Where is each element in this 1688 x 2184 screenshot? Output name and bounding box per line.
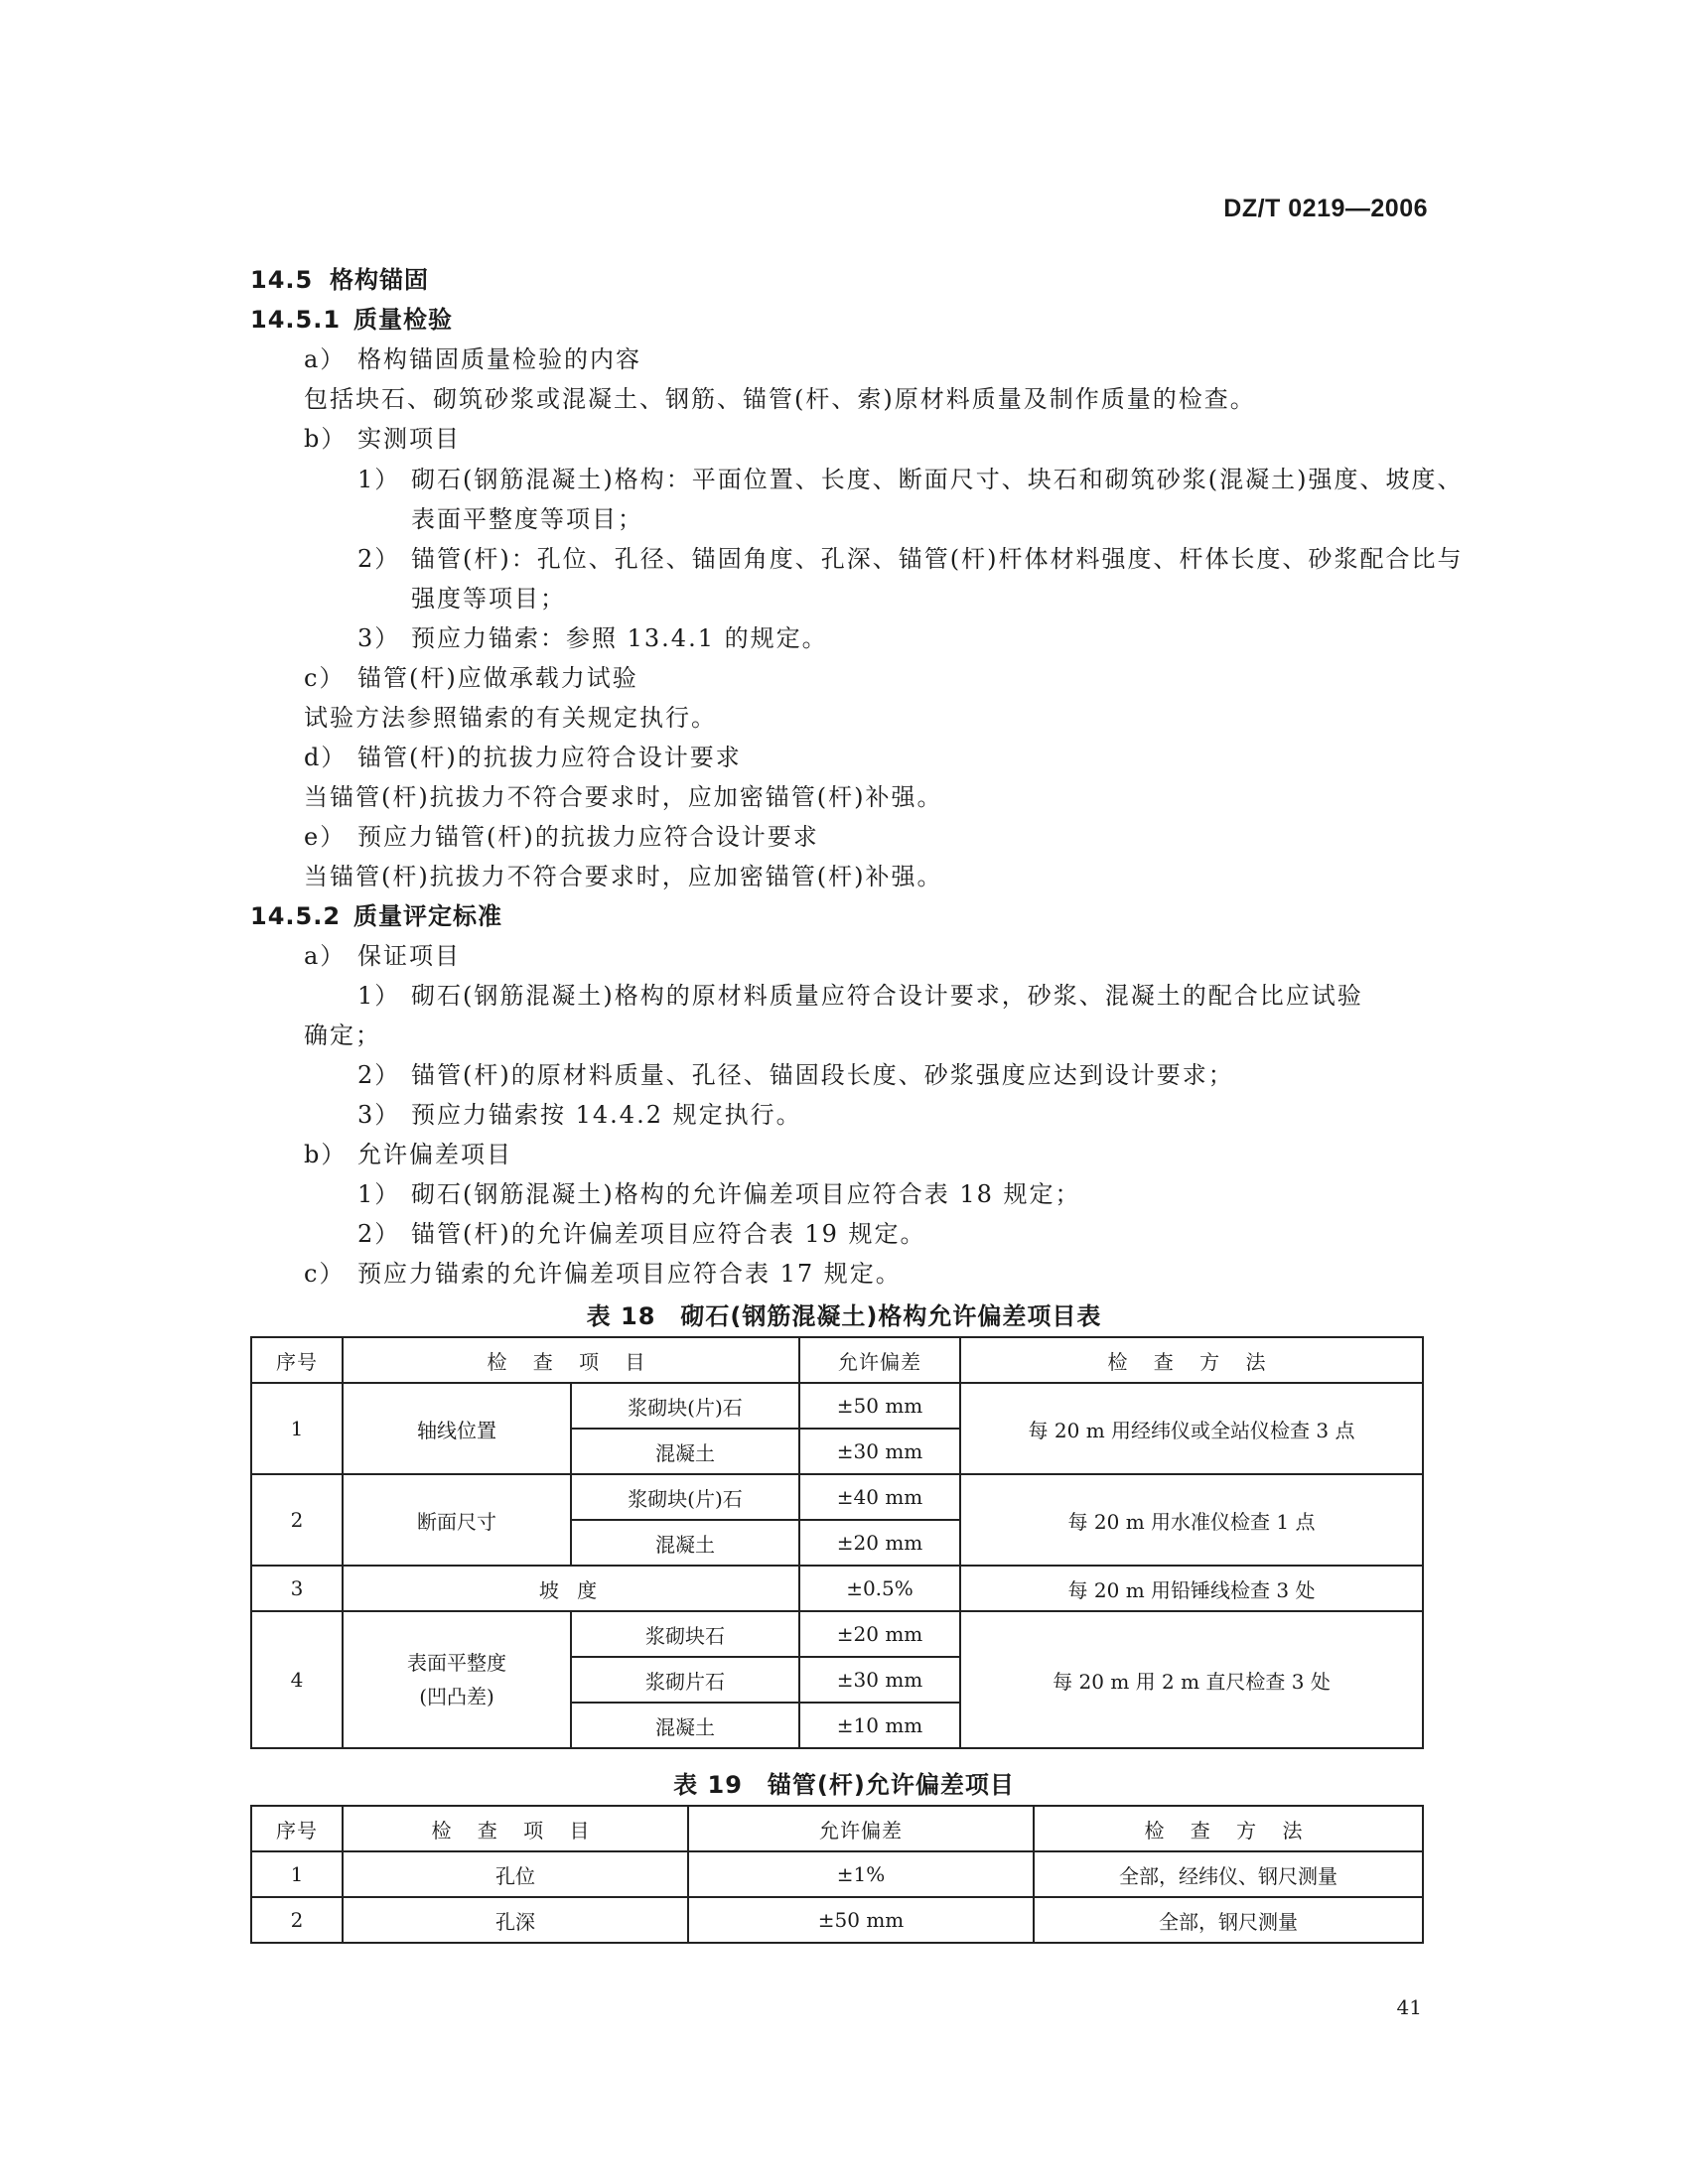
item-text: 预应力锚索的允许偏差项目应符合表 17 规定。 (357, 1260, 902, 1288)
item-text: 锚管(杆)的原材料质量、孔径、锚固段长度、砂浆强度应达到设计要求； (411, 1061, 1234, 1089)
item-b2-cont: 强度等项目； (411, 585, 566, 613)
item-label: 3） (357, 1101, 401, 1129)
cell-tolerance: ±0.5% (799, 1566, 960, 1611)
col-header-no: 序号 (251, 1806, 343, 1851)
item-label: e） (304, 823, 347, 851)
standard-code: DZ/T 0219—2006 (1223, 195, 1428, 222)
subsection-number: 14.5.1 (250, 306, 342, 334)
cell-method: 每 20 m 用 2 m 直尺检查 3 处 (960, 1611, 1423, 1748)
item-e (304, 820, 819, 854)
cell-tolerance: ±50 mm (799, 1383, 960, 1429)
item-text: 锚管(杆)的抗拔力应符合设计要求 (357, 744, 742, 771)
table-19 (250, 1805, 1424, 1944)
item-text: 保证项目 (357, 942, 461, 970)
item-text: 锚管(杆)的允许偏差项目应符合表 19 规定。 (411, 1220, 926, 1248)
item-text: 预应力锚管(杆)的抗拔力应符合设计要求 (357, 823, 819, 851)
cell-sub-item: 浆砌块(片)石 (571, 1383, 799, 1429)
cell-item-line2: (凹凸差) (419, 1685, 494, 1708)
item-b1 (357, 463, 1463, 496)
page-number: 41 (1396, 1995, 1422, 2019)
item-text: 实测项目 (357, 425, 461, 453)
table-row (251, 1566, 1423, 1611)
item-text: 允许偏差项目 (357, 1141, 512, 1168)
table-row (251, 1851, 1423, 1897)
table-row (251, 1474, 1423, 1520)
cell-tolerance: ±10 mm (799, 1703, 960, 1748)
item-label: c） (304, 664, 346, 692)
cell-method: 每 20 m 用经纬仪或全站仪检查 3 点 (960, 1383, 1423, 1474)
item-qa1 (357, 979, 1363, 1013)
col-header-tolerance: 允许偏差 (688, 1806, 1034, 1851)
item-label: 2） (357, 1061, 401, 1089)
cell-no: 4 (251, 1611, 343, 1748)
section-number: 14.5 (250, 266, 314, 294)
cell-sub-item: 混凝土 (571, 1429, 799, 1474)
item-qa1-cont: 确定； (304, 1022, 381, 1049)
item-text: 砌石(钢筋混凝土)格构的原材料质量应符合设计要求，砂浆、混凝土的配合比应试验 (411, 982, 1363, 1010)
section-title: 格构锚固 (330, 266, 429, 294)
item-label: a） (304, 942, 347, 970)
item-a-body: 包括块石、砌筑砂浆或混凝土、钢筋、锚管(杆、索)原材料质量及制作质量的检查。 (304, 385, 1256, 413)
item-label: c） (304, 1260, 346, 1288)
item-label: 2） (357, 1220, 401, 1248)
cell-item: 轴线位置 (343, 1383, 571, 1474)
item-a (304, 342, 641, 376)
item-qa2 (357, 1058, 1234, 1092)
cell-no: 1 (251, 1851, 343, 1897)
cell-item-line1: 表面平整度 (407, 1651, 506, 1675)
col-header-method: 检 查 方 法 (960, 1337, 1423, 1383)
subsection-heading-1 (250, 303, 453, 337)
table-row (251, 1897, 1423, 1943)
item-qa3 (357, 1098, 802, 1132)
cell-item (343, 1611, 571, 1748)
col-header-item: 检 查 项 目 (343, 1337, 799, 1383)
cell-no: 2 (251, 1897, 343, 1943)
item-text: 锚管(杆)应做承载力试验 (357, 664, 638, 692)
item-text: 锚管(杆)：孔位、孔径、锚固角度、孔深、锚管(杆)杆体材料强度、杆体长度、砂浆配合比与 (411, 545, 1464, 573)
cell-method: 每 20 m 用水准仪检查 1 点 (960, 1474, 1423, 1566)
cell-no: 3 (251, 1566, 343, 1611)
item-label: 2） (357, 545, 401, 573)
item-text: 预应力锚索按 14.4.2 规定执行。 (411, 1101, 802, 1129)
item-text: 格构锚固质量检验的内容 (357, 345, 641, 373)
table-header-row (251, 1337, 1423, 1383)
cell-tolerance: ±20 mm (799, 1520, 960, 1566)
table-header-row (251, 1806, 1423, 1851)
section-heading (250, 263, 429, 297)
item-label: 1） (357, 466, 401, 493)
table-row (251, 1611, 1423, 1657)
item-label: b） (304, 1141, 348, 1168)
item-text: 砌石(钢筋混凝土)格构的允许偏差项目应符合表 18 规定； (411, 1180, 1081, 1208)
table19-caption: 表 19 锚管(杆)允许偏差项目 (673, 1771, 1015, 1799)
col-header-tolerance: 允许偏差 (799, 1337, 960, 1383)
item-text: 预应力锚索：参照 13.4.1 的规定。 (411, 624, 828, 652)
item-qb2 (357, 1217, 926, 1251)
col-header-item: 检 查 项 目 (343, 1806, 688, 1851)
item-qa (304, 939, 461, 973)
col-header-no: 序号 (251, 1337, 343, 1383)
subsection-number: 14.5.2 (250, 902, 342, 930)
item-qb1 (357, 1177, 1081, 1211)
cell-tolerance: ±20 mm (799, 1611, 960, 1657)
item-label: a） (304, 345, 347, 373)
cell-tolerance: ±30 mm (799, 1429, 960, 1474)
item-label: 1） (357, 982, 401, 1010)
table-18 (250, 1336, 1424, 1749)
item-d-body: 当锚管(杆)抗拔力不符合要求时，应加密锚管(杆)补强。 (304, 783, 943, 811)
item-c (304, 661, 638, 695)
cell-method: 全部，钢尺测量 (1034, 1897, 1423, 1943)
item-b (304, 422, 461, 456)
item-d (304, 741, 742, 774)
cell-sub-item: 浆砌块石 (571, 1611, 799, 1657)
cell-sub-item: 混凝土 (571, 1703, 799, 1748)
subsection-heading-2 (250, 899, 502, 933)
cell-tolerance: ±30 mm (799, 1657, 960, 1703)
item-text: 砌石(钢筋混凝土)格构：平面位置、长度、断面尺寸、块石和砌筑砂浆(混凝土)强度、坡度、 (411, 466, 1464, 493)
item-qc (304, 1257, 902, 1291)
cell-item: 孔深 (343, 1897, 688, 1943)
cell-method: 每 20 m 用铅锤线检查 3 处 (960, 1566, 1423, 1611)
item-qb (304, 1138, 512, 1171)
item-label: 1） (357, 1180, 401, 1208)
subsection-title: 质量检验 (353, 306, 453, 334)
subsection-title: 质量评定标准 (353, 902, 502, 930)
item-label: 3） (357, 624, 401, 652)
col-header-method: 检 查 方 法 (1034, 1806, 1423, 1851)
item-e-body: 当锚管(杆)抗拔力不符合要求时，应加密锚管(杆)补强。 (304, 863, 943, 890)
cell-tolerance: ±1% (688, 1851, 1034, 1897)
item-label: b） (304, 425, 348, 453)
cell-item: 断面尺寸 (343, 1474, 571, 1566)
cell-item: 坡 度 (343, 1566, 799, 1611)
cell-sub-item: 浆砌块(片)石 (571, 1474, 799, 1520)
table18-caption: 表 18 砌石(钢筋混凝土)格构允许偏差项目表 (586, 1302, 1102, 1330)
table-row (251, 1383, 1423, 1429)
item-b1-cont: 表面平整度等项目； (411, 505, 643, 533)
cell-sub-item: 浆砌片石 (571, 1657, 799, 1703)
cell-method: 全部，经纬仪、钢尺测量 (1034, 1851, 1423, 1897)
item-label: d） (304, 744, 348, 771)
cell-no: 2 (251, 1474, 343, 1566)
cell-sub-item: 混凝土 (571, 1520, 799, 1566)
cell-item: 孔位 (343, 1851, 688, 1897)
item-c-body: 试验方法参照锚索的有关规定执行。 (304, 704, 717, 732)
cell-tolerance: ±50 mm (688, 1897, 1034, 1943)
item-b3 (357, 621, 828, 655)
cell-no: 1 (251, 1383, 343, 1474)
item-b2 (357, 542, 1463, 576)
cell-tolerance: ±40 mm (799, 1474, 960, 1520)
